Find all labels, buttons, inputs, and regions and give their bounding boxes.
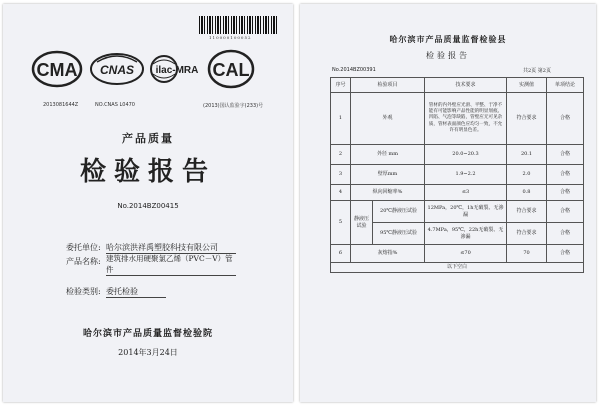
table-row [331,93,584,145]
report-institute: 哈尔滨市产品质量监督检验县 [389,34,507,44]
row-result: 合格 [547,93,584,145]
ilac-mra-logo-text: ilac-MRA [155,65,199,76]
col-header-no: 序号 [331,78,351,93]
table-row [331,165,584,185]
row-value: 0.8 [507,185,547,201]
cover-subtitle: 产品质量 [122,132,174,145]
row-result: 合格 [547,185,584,201]
cover-date: 2014年3月24日 [118,348,178,357]
row-subitem: 95℃静液压试验 [373,223,425,245]
report-number: No.2014BZ00391 [332,67,376,73]
category-value: 委托检验 [106,286,166,298]
row-requirement: ≤3 [425,185,507,201]
row-result: 合格 [547,223,584,245]
row-value: 符合要求 [507,223,547,245]
cover-title: 检验报告 [79,157,216,187]
col-header-measured: 实测值 [507,78,547,93]
client-label: 委托单位: [66,243,101,252]
row-requirement: ≤70 [425,245,507,263]
cma-logo [31,48,83,90]
row-subitem: 20℃静液压试验 [373,201,425,223]
row-no: 4 [331,185,351,201]
table-row [331,245,584,263]
col-header-item: 检验项目 [351,78,425,93]
row-item: 外观 [351,93,425,145]
results-table [330,77,584,273]
row-requirement: 4.7MPa，95℃，22h无破裂、无渗漏 [425,223,507,245]
ilac-mra-logo [149,48,203,90]
row-result: 合格 [547,145,584,165]
cnas-logo-text: CNAS [99,63,135,77]
cma-logo-text: CMA [36,60,78,80]
row-no: 2 [331,145,351,165]
row-requirement: 管材的内外壁应光滑、平整、于净不能有可能影响产品性能的明显划痕、凹陷、气泡等缺陷，管壁应无可见杂质，管材表面颜色应均匀一致，不允许有明显色差。 [425,93,507,145]
row-value: 符合要求 [507,201,547,223]
row-result: 合格 [547,165,584,185]
cover-page [3,4,293,402]
table-header-row [331,78,584,93]
col-header-requirement: 技术要求 [425,78,507,93]
row-no: 6 [331,245,351,263]
cal-logo [207,48,255,90]
client-value: 哈尔滨洪祥禹塑胶科技有限公司 [106,242,236,254]
row-requirement: 20.0~20.3 [425,145,507,165]
table-row [331,145,584,165]
cal-logo-text: CAL [212,60,250,80]
row-item: 纵向回缩率% [351,185,425,201]
row-item: 壁厚mm [351,165,425,185]
row-result: 合格 [547,245,584,263]
cnas-code: NO.CNAS L0470 [95,102,135,108]
row-value: 符合要求 [507,93,547,145]
page-count: 共2页 第2页 [523,68,551,74]
cover-report-number: No.2014BZ00415 [117,202,179,210]
report-title: 检验报告 [426,51,470,60]
row-value: 20.1 [507,145,547,165]
product-value: 建筑排水用硬聚氯乙烯（PVC－V）管件 [106,253,236,276]
row-no: 3 [331,165,351,185]
table-footer: 以下空白 [331,263,584,273]
cover-institute: 哈尔滨市产品质量监督检验院 [82,329,213,339]
col-header-conclusion: 单项结论 [547,78,584,93]
report-page [300,4,596,402]
row-result: 合格 [547,201,584,223]
cma-code: 2013081644Z [43,102,79,108]
product-label: 产品名称: [66,257,101,266]
row-item: 灰熔指% [351,245,425,263]
table-row [331,185,584,201]
row-no: 1 [331,93,351,145]
row-requirement: 12MPa，20℃，1h无破裂、无渗漏 [425,201,507,223]
cnas-logo [89,48,145,90]
row-no: 5 [331,201,351,245]
row-item: 外径 mm [351,145,425,165]
row-item: 静液压试验 [351,201,373,245]
cal-code: (2013)国认监验字(233)号 [203,103,264,109]
row-requirement: 1.9~2.2 [425,165,507,185]
category-label: 检验类别: [66,287,101,296]
table-footer-row [331,263,584,273]
row-value: 2.0 [507,165,547,185]
barcode-number: 110000100052 [209,35,252,40]
table-row [331,201,584,223]
row-value: 70 [507,245,547,263]
barcode [199,16,279,34]
